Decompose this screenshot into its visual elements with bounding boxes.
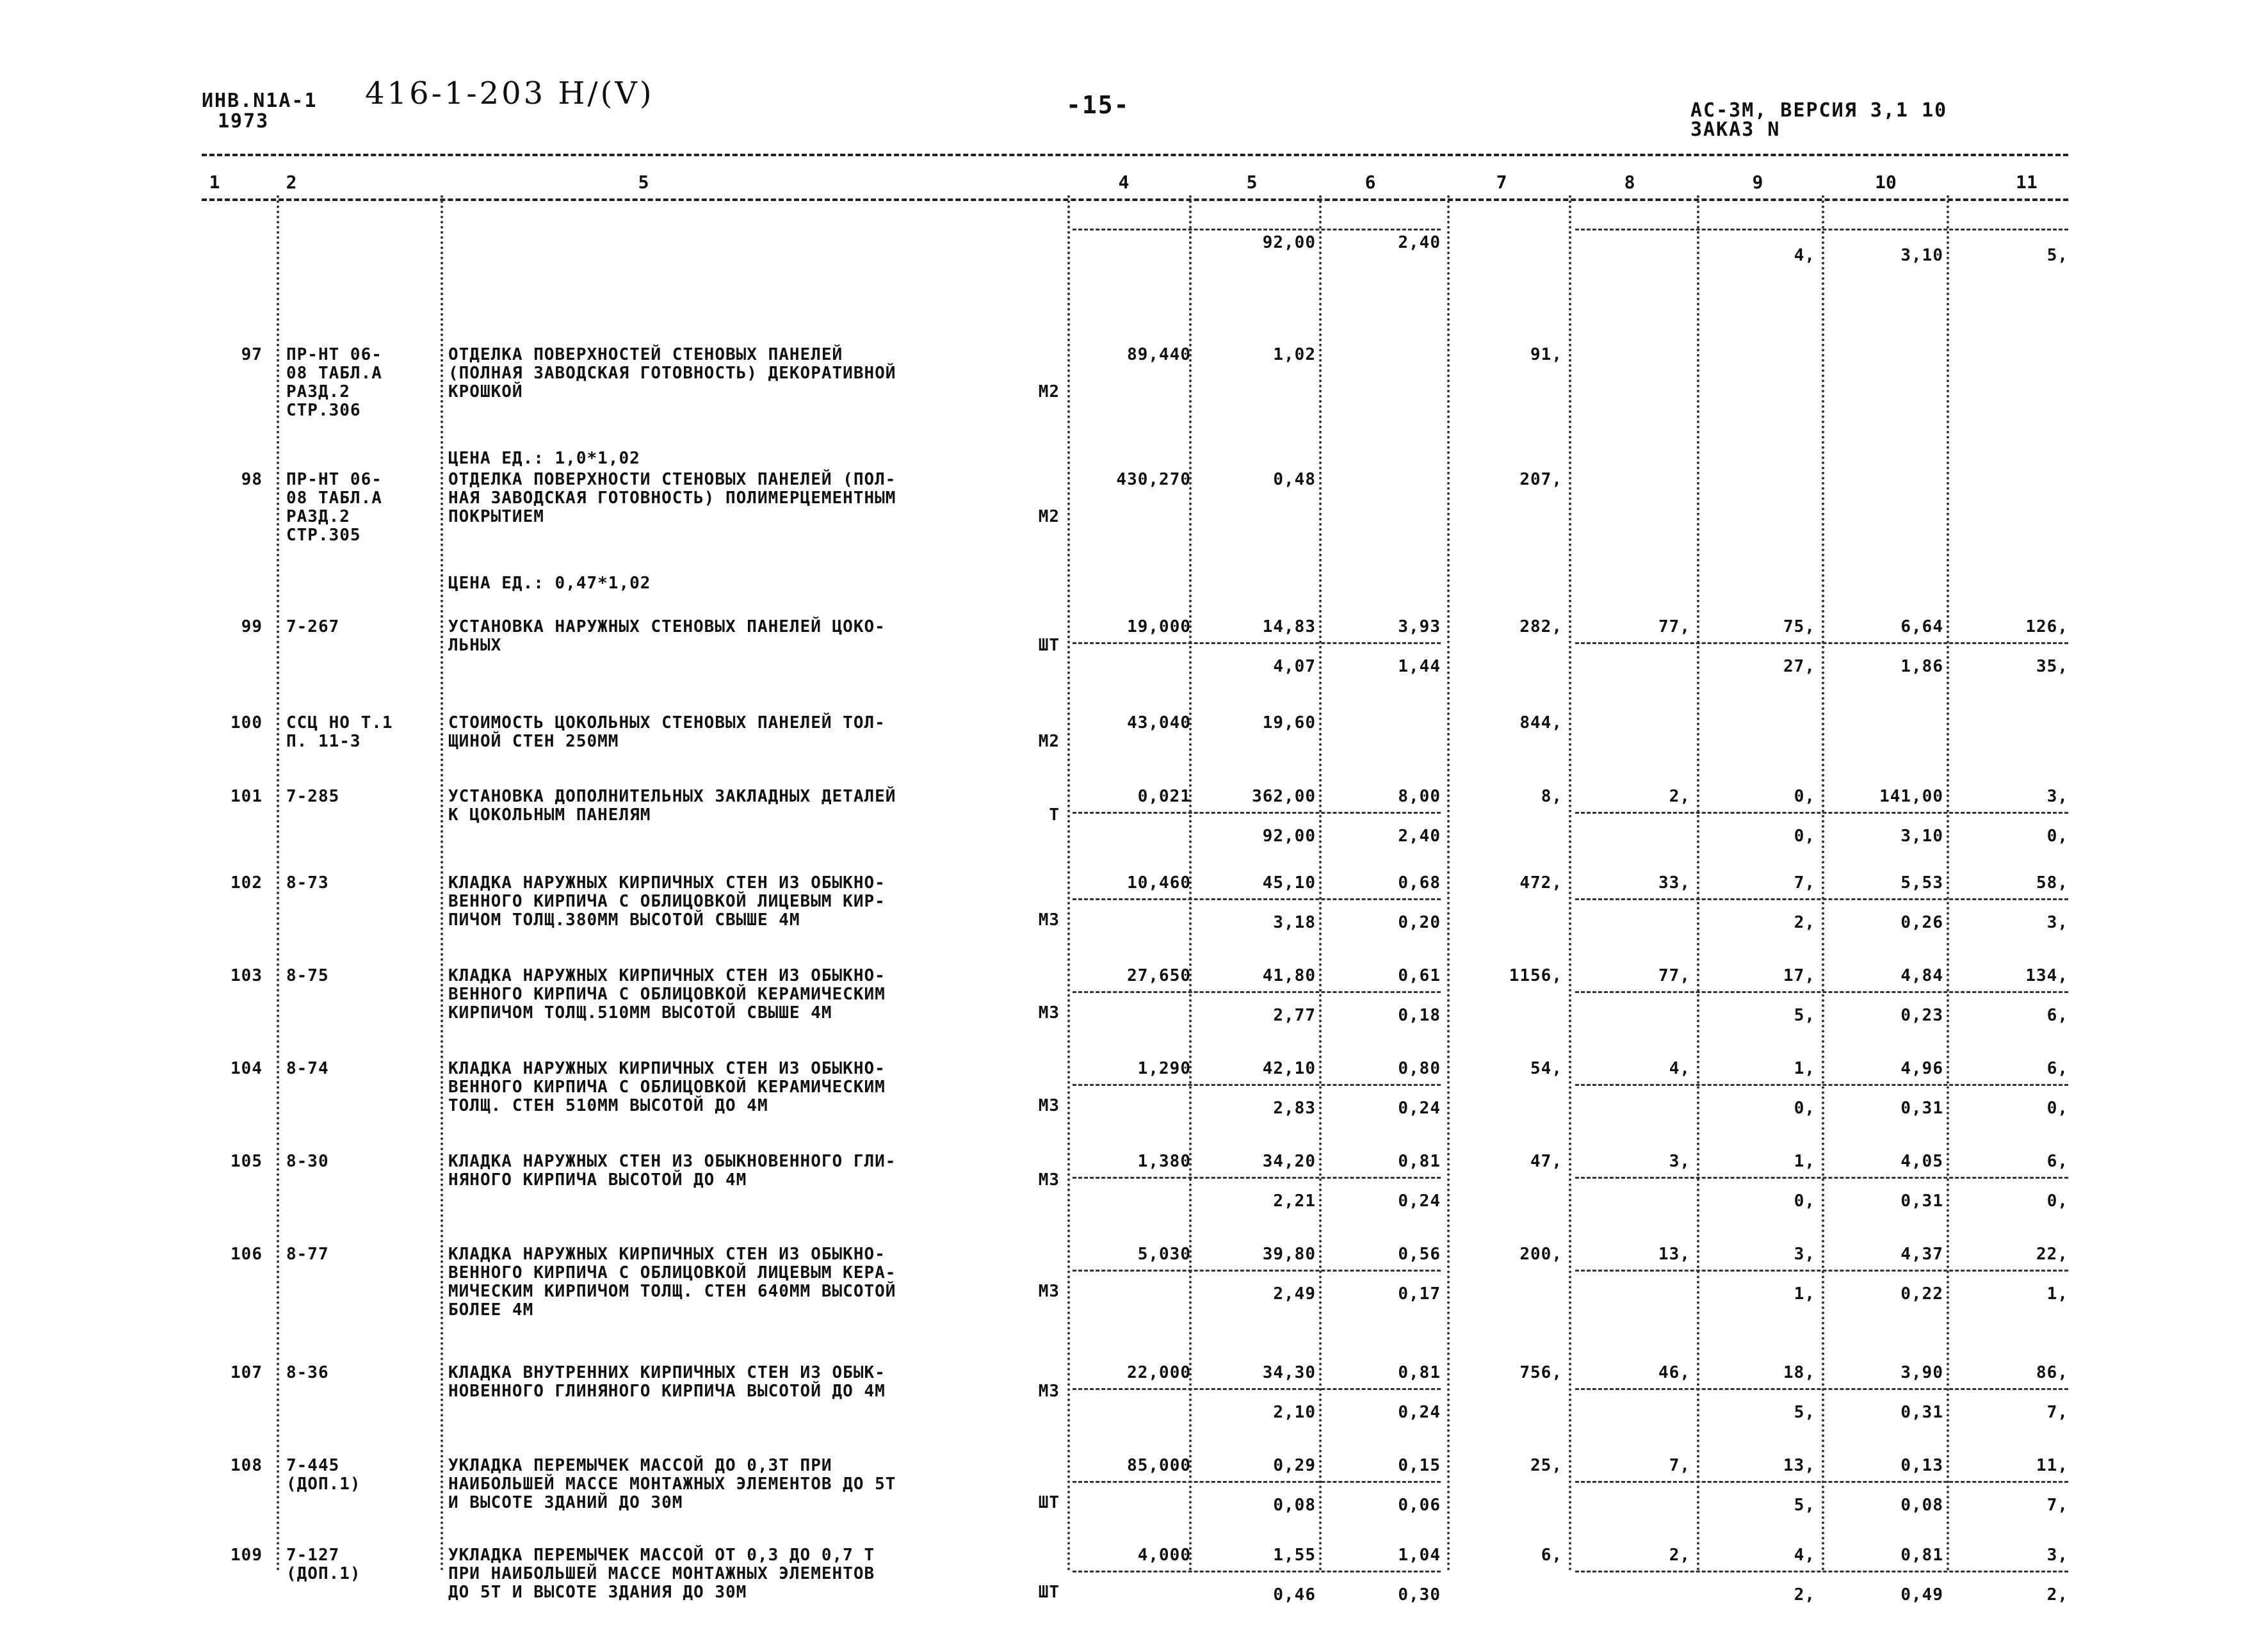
value-c10: 6,64 [1900,617,1943,636]
year: 1973 [218,110,270,133]
work-description: СТОИМОСТЬ ЦОКОЛЬНЫХ СТЕНОВЫХ ПАНЕЛЕЙ ТОЛ- [448,713,886,732]
sub-value-c11: 7, [2046,1403,2068,1422]
sub-value-c11: 0, [2046,827,2068,846]
work-description: УКЛАДКА ПЕРЕМЫЧЕК МАССОЙ ОТ 0,3 ДО 0,7 Т [448,1546,875,1565]
sub-value-c5: 2,10 [1273,1403,1316,1422]
value-c5: 1,55 [1273,1546,1316,1565]
value-c5: 42,10 [1262,1059,1316,1078]
value-c7: 200, [1519,1245,1562,1264]
value-c7: 91, [1530,345,1562,364]
value-c11: 6, [2046,1059,2068,1078]
value-c9: 1, [1794,1059,1815,1078]
unit: М3 [1038,1382,1060,1401]
sub-value-c10: 0,31 [1900,1099,1943,1118]
sub-value-c6: 0,18 [1398,1006,1441,1025]
sub-rule [1073,1084,1441,1086]
sub-value-c11: 6, [2046,1006,2068,1025]
sub-rule [1575,1177,2068,1179]
sub-value-c10: 0,23 [1900,1006,1943,1025]
sub-rule [1073,1177,1441,1179]
value-c9: 3, [1794,1245,1815,1264]
work-description: КЛАДКА ВНУТРЕННИХ КИРПИЧНЫХ СТЕН ИЗ ОБЫК- [448,1363,886,1382]
value-c7: 282, [1519,617,1562,636]
value-c10: 4,84 [1900,966,1943,985]
column-separator [1947,195,1949,1572]
sub-value-c5: 4,07 [1273,657,1316,676]
sub-value-c9: 0, [1794,1192,1815,1211]
work-description: ЛЬНЫХ [448,636,502,655]
unit: М3 [1038,1282,1060,1301]
sub-value-c11: 5, [2046,246,2068,265]
value-qty: 4,000 [1137,1546,1191,1565]
value-c10: 4,37 [1900,1245,1943,1264]
order-label: ЗАКАЗ N [1690,118,1781,141]
value-c6: 3,93 [1398,617,1441,636]
value-c6: 0,81 [1398,1152,1441,1171]
sub-value-c5: 2,83 [1273,1099,1316,1118]
value-qty: 1,290 [1137,1059,1191,1078]
unit: М3 [1038,1003,1060,1023]
sub-value-c11: 35, [2036,657,2068,676]
work-description: КЛАДКА НАРУЖНЫХ КИРПИЧНЫХ СТЕН ИЗ ОБЫКНО- [448,966,886,985]
value-c11: 3, [2046,787,2068,806]
sub-value-c6: 0,24 [1398,1192,1441,1211]
sub-rule [1073,642,1441,644]
norm-code: 8-75 [286,966,329,985]
sub-value-c9: 2, [1794,913,1815,932]
col-num: 10 [1875,172,1897,193]
norm-code: СТР.306 [286,401,361,420]
norm-code: ССЦ НО Т.1 [286,713,393,732]
value-c5: 34,30 [1262,1363,1316,1382]
sub-value-c9: 0, [1794,827,1815,846]
value-c8: 77, [1658,966,1690,985]
value-qty: 27,650 [1127,966,1191,985]
norm-code: (ДОП.1) [286,1475,361,1494]
unit: М2 [1038,732,1060,751]
sub-value-c11: 2, [2046,1585,2068,1605]
sub-value-c5: 0,08 [1273,1496,1316,1515]
system-version: АС-3М, ВЕРСИЯ 3,1 10 [1690,99,1948,122]
value-c5: 45,10 [1262,873,1316,893]
row-number: 97 [241,345,263,364]
value-c9: 1, [1794,1152,1815,1171]
value-c5: 0,29 [1273,1456,1316,1475]
work-description: НОВЕННОГО ГЛИНЯНОГО КИРПИЧА ВЫСОТОЙ ДО 4М [448,1382,886,1401]
value-c9: 13, [1783,1456,1815,1475]
value-c7: 472, [1519,873,1562,893]
work-description: ПОКРЫТИЕМ [448,507,544,526]
col-num: 7 [1496,172,1507,193]
norm-code: 7-285 [286,787,340,806]
value-c6: 0,81 [1398,1363,1441,1382]
sub-value-c9: 5, [1794,1006,1815,1025]
value-c11: 22, [2036,1245,2068,1264]
sub-value-c10: 0,31 [1900,1192,1943,1211]
work-description: НЯНОГО КИРПИЧА ВЫСОТОЙ ДО 4М [448,1170,747,1190]
sub-rule [1575,1270,2068,1272]
work-description: КЛАДКА НАРУЖНЫХ КИРПИЧНЫХ СТЕН ИЗ ОБЫКНО- [448,873,886,893]
sub-value-c6: 0,06 [1398,1496,1441,1515]
work-description: ВЕННОГО КИРПИЧА С ОБЛИЦОВКОЙ ЛИЦЕВЫМ КИР- [448,892,886,911]
sub-rule [1073,898,1441,900]
sub-rule [1073,1388,1441,1390]
value-c6: 0,15 [1398,1456,1441,1475]
value-c6: 0,61 [1398,966,1441,985]
column-separator [1697,195,1699,1572]
work-description: ВЕННОГО КИРПИЧА С ОБЛИЦОВКОЙ КЕРАМИЧЕСКИМ [448,1078,886,1097]
sub-value-c11: 1, [2046,1284,2068,1304]
norm-code: 7-267 [286,617,340,636]
col-num: 5 [1246,172,1258,193]
value-c5: 1,02 [1273,345,1316,364]
value-c11: 6, [2046,1152,2068,1171]
value-c9: 7, [1794,873,1815,893]
sub-value-c5: 3,18 [1273,913,1316,932]
value-qty: 430,270 [1116,470,1191,489]
sub-value-c9: 5, [1794,1496,1815,1515]
value-c5: 39,80 [1262,1245,1316,1264]
col-num: 9 [1752,172,1763,193]
sub-value-c6: 0,20 [1398,913,1441,932]
value-c6: 0,56 [1398,1245,1441,1264]
value-qty: 85,000 [1127,1456,1191,1475]
work-description: ОТДЕЛКА ПОВЕРХНОСТИ СТЕНОВЫХ ПАНЕЛЕЙ (ПОЛ- [448,470,896,489]
unit: М2 [1038,382,1060,401]
work-description: ВЕННОГО КИРПИЧА С ОБЛИЦОВКОЙ ЛИЦЕВЫМ КЕРА- [448,1263,896,1282]
norm-code: 8-30 [286,1152,329,1171]
work-description: ОТДЕЛКА ПОВЕРХНОСТЕЙ СТЕНОВЫХ ПАНЕЛЕЙ [448,345,843,364]
sub-value-c6: 0,30 [1398,1585,1441,1605]
value-c9: 17, [1783,966,1815,985]
unit: М3 [1038,1170,1060,1190]
sub-value-c9: 1, [1794,1284,1815,1304]
sub-value-c9: 0, [1794,1099,1815,1118]
value-qty: 10,460 [1127,873,1191,893]
unit: Т [1049,805,1060,825]
sub-rule [1575,1481,2068,1483]
value-c8: 2, [1669,1546,1690,1565]
column-separator [1822,195,1824,1572]
norm-code: 8-77 [286,1245,329,1264]
work-description: НАЯ ЗАВОДСКАЯ ГОТОВНОСТЬ) ПОЛИМЕРЦЕМЕНТНЫМ [448,489,896,508]
value-c5: 41,80 [1262,966,1316,985]
row-number: 98 [241,470,263,489]
work-description: КЛАДКА НАРУЖНЫХ КИРПИЧНЫХ СТЕН ИЗ ОБЫКНО- [448,1059,886,1078]
value-qty: 22,000 [1127,1363,1191,1382]
column-separator [1319,195,1322,1572]
unit: М3 [1038,910,1060,930]
sub-rule [1575,1388,2068,1390]
sub-rule [1575,229,2068,230]
sub-rule [1073,1571,1441,1572]
work-description: ТОЛЩ. СТЕН 510ММ ВЫСОТОЙ ДО 4М [448,1096,768,1115]
value-c5: 92,00 [1262,233,1316,252]
sub-rule [1073,229,1441,230]
sub-value-c10: 0,26 [1900,913,1943,932]
value-qty: 43,040 [1127,713,1191,732]
row-number: 109 [231,1546,263,1565]
value-c10: 0,13 [1900,1456,1943,1475]
value-c6: 8,00 [1398,787,1441,806]
value-c7: 8, [1541,787,1562,806]
norm-code: П. 11-3 [286,732,361,751]
unit: ШТ [1038,1493,1060,1512]
value-c5: 34,20 [1262,1152,1316,1171]
value-c5: 362,00 [1252,787,1316,806]
row-number: 108 [231,1456,263,1475]
value-c11: 11, [2036,1456,2068,1475]
sub-value-c6: 1,44 [1398,657,1441,676]
value-qty: 0,021 [1137,787,1191,806]
value-c10: 0,81 [1900,1546,1943,1565]
work-description: УКЛАДКА ПЕРЕМЫЧЕК МАССОЙ ДО 0,3Т ПРИ [448,1456,832,1475]
work-description: ПРИ НАИБОЛЬШЕЙ МАССЕ МОНТАЖНЫХ ЭЛЕМЕНТОВ [448,1564,875,1583]
value-c10: 141,00 [1879,787,1943,806]
inventory-handwritten: 416-1-203 Н/(V) [365,76,654,111]
work-description: (ПОЛНАЯ ЗАВОДСКАЯ ГОТОВНОСТЬ) ДЕКОРАТИВНОЙ [448,364,896,383]
value-c11: 134, [2025,966,2068,985]
row-number: 101 [231,787,263,806]
norm-code: ПР-НТ 06- [286,470,382,489]
sub-value-c11: 0, [2046,1192,2068,1211]
column-number-row [202,172,2068,197]
column-separator [1067,195,1070,1572]
col-num: 5 [638,172,649,193]
sub-rule [1575,1084,2068,1086]
value-c8: 7, [1669,1456,1690,1475]
work-description: МИЧЕСКИМ КИРПИЧОМ ТОЛЩ. СТЕН 640ММ ВЫСОТОЙ [448,1282,896,1301]
value-c7: 47, [1530,1152,1562,1171]
sub-value-c5: 92,00 [1262,827,1316,846]
norm-code: 7-445 [286,1456,340,1475]
norm-code: РАЗД.2 [286,507,350,526]
norm-code: 08 ТАБЛ.А [286,489,382,508]
sub-value-c9: 2, [1794,1585,1815,1605]
sub-value-c9: 27, [1783,657,1815,676]
value-c6: 2,40 [1398,233,1441,252]
sub-value-c10: 3,10 [1900,827,1943,846]
work-description: КРОШКОЙ [448,382,523,401]
sub-value-c10: 3,10 [1900,246,1943,265]
value-c6: 1,04 [1398,1546,1441,1565]
unit: М2 [1038,507,1060,526]
value-c10: 4,96 [1900,1059,1943,1078]
value-qty: 1,380 [1137,1152,1191,1171]
sub-rule [1575,991,2068,993]
row-number: 107 [231,1363,263,1382]
work-description: ПИЧОМ ТОЛЩ.380ММ ВЫСОТОЙ СВЫШЕ 4М [448,910,800,930]
value-c10: 5,53 [1900,873,1943,893]
header-rule [202,198,2068,201]
value-c6: 0,80 [1398,1059,1441,1078]
unit-price-note: ЦЕНА ЕД.: 0,47*1,02 [448,574,651,593]
top-rule [202,154,2068,156]
unit: ШТ [1038,636,1060,655]
sub-value-c11: 7, [2046,1496,2068,1515]
work-description: ВЕННОГО КИРПИЧА С ОБЛИЦОВКОЙ КЕРАМИЧЕСКИМ [448,985,886,1004]
work-description: ЩИНОЙ СТЕН 250ММ [448,732,619,751]
value-c10: 4,05 [1900,1152,1943,1171]
value-c5: 19,60 [1262,713,1316,732]
sub-value-c10: 0,49 [1900,1585,1943,1605]
value-c11: 86, [2036,1363,2068,1382]
sub-rule [1073,812,1441,814]
sub-value-c6: 0,24 [1398,1403,1441,1422]
work-description: БОЛЕЕ 4М [448,1300,534,1320]
sub-value-c10: 0,31 [1900,1403,1943,1422]
sub-rule [1575,1571,2068,1572]
sub-value-c10: 0,22 [1900,1284,1943,1304]
sub-value-c9: 4, [1794,246,1815,265]
unit: М3 [1038,1096,1060,1115]
work-description: УСТАНОВКА НАРУЖНЫХ СТЕНОВЫХ ПАНЕЛЕЙ ЦОКО- [448,617,886,636]
value-c9: 0, [1794,787,1815,806]
value-c9: 75, [1783,617,1815,636]
column-separator [277,195,279,1572]
value-c9: 4, [1794,1546,1815,1565]
sub-rule [1575,642,2068,644]
sub-value-c11: 0, [2046,1099,2068,1118]
col-num: 11 [2016,172,2037,193]
sub-rule [1575,812,2068,814]
page-number: -15- [1066,91,1130,119]
work-description: И ВЫСОТЕ ЗДАНИЙ ДО 30М [448,1493,683,1512]
value-c11: 58, [2036,873,2068,893]
row-number: 103 [231,966,263,985]
sub-value-c10: 0,08 [1900,1496,1943,1515]
value-c8: 2, [1669,787,1690,806]
sub-value-c10: 1,86 [1900,657,1943,676]
work-description: УСТАНОВКА ДОПОЛНИТЕЛЬНЫХ ЗАКЛАДНЫХ ДЕТАЛЕЙ [448,787,896,806]
norm-code: ПР-НТ 06- [286,345,382,364]
row-number: 104 [231,1059,263,1078]
value-c10: 3,90 [1900,1363,1943,1382]
sub-value-c11: 3, [2046,913,2068,932]
col-num: 8 [1624,172,1635,193]
work-description: НАИБОЛЬШЕЙ МАССЕ МОНТАЖНЫХ ЭЛЕМЕНТОВ ДО 5Т [448,1475,896,1494]
sub-value-c5: 2,77 [1273,1006,1316,1025]
col-num: 1 [209,172,220,193]
value-c7: 207, [1519,470,1562,489]
row-number: 106 [231,1245,263,1264]
value-c7: 54, [1530,1059,1562,1078]
value-c7: 25, [1530,1456,1562,1475]
sub-value-c9: 5, [1794,1403,1815,1422]
work-description: КИРПИЧОМ ТОЛЩ.510ММ ВЫСОТОЙ СВЫШЕ 4М [448,1003,832,1023]
value-c6: 0,68 [1398,873,1441,893]
unit-price-note: ЦЕНА ЕД.: 1,0*1,02 [448,449,640,468]
column-separator [1447,195,1450,1572]
sub-rule [1073,1270,1441,1272]
sub-rule [1073,1481,1441,1483]
norm-code: РАЗД.2 [286,382,350,401]
sub-value-c5: 2,21 [1273,1192,1316,1211]
col-num: 2 [286,172,297,193]
value-c8: 4, [1669,1059,1690,1078]
row-number: 99 [241,617,263,636]
value-c11: 126, [2025,617,2068,636]
sub-value-c6: 2,40 [1398,827,1441,846]
work-description: КЛАДКА НАРУЖНЫХ КИРПИЧНЫХ СТЕН ИЗ ОБЫКНО- [448,1245,886,1264]
norm-code: (ДОП.1) [286,1564,361,1583]
unit: ШТ [1038,1583,1060,1602]
value-c7: 1156, [1509,966,1562,985]
value-c8: 3, [1669,1152,1690,1171]
work-description: КЛАДКА НАРУЖНЫХ СТЕН ИЗ ОБЫКНОВЕННОГО ГЛИ- [448,1152,896,1171]
inventory-label: ИНВ.N1А-1 [202,90,318,112]
value-c8: 13, [1658,1245,1690,1264]
sub-rule [1575,898,2068,900]
value-c8: 46, [1658,1363,1690,1382]
value-qty: 5,030 [1137,1245,1191,1264]
value-c9: 18, [1783,1363,1815,1382]
work-description: ДО 5Т И ВЫСОТЕ ЗДАНИЯ ДО 30М [448,1583,747,1602]
norm-code: СТР.305 [286,526,361,545]
norm-code: 8-36 [286,1363,329,1382]
sub-value-c5: 0,46 [1273,1585,1316,1605]
column-separator [1569,195,1571,1572]
norm-code: 08 ТАБЛ.А [286,364,382,383]
value-c11: 3, [2046,1546,2068,1565]
value-c8: 77, [1658,617,1690,636]
column-separator [441,195,443,1572]
sub-value-c6: 0,17 [1398,1284,1441,1304]
row-number: 102 [231,873,263,893]
value-c5: 0,48 [1273,470,1316,489]
value-c7: 844, [1519,713,1562,732]
row-number: 100 [231,713,263,732]
value-c5: 14,83 [1262,617,1316,636]
sub-value-c6: 0,24 [1398,1099,1441,1118]
value-qty: 19,000 [1127,617,1191,636]
row-number: 105 [231,1152,263,1171]
norm-code: 8-73 [286,873,329,893]
norm-code: 8-74 [286,1059,329,1078]
col-num: 6 [1365,172,1376,193]
work-description: К ЦОКОЛЬНЫМ ПАНЕЛЯМ [448,805,651,825]
norm-code: 7-127 [286,1546,340,1565]
sub-value-c5: 2,49 [1273,1284,1316,1304]
col-num: 4 [1118,172,1130,193]
value-c7: 756, [1519,1363,1562,1382]
value-c8: 33, [1658,873,1690,893]
sub-rule [1073,991,1441,993]
value-c7: 6, [1541,1546,1562,1565]
value-qty: 89,440 [1127,345,1191,364]
